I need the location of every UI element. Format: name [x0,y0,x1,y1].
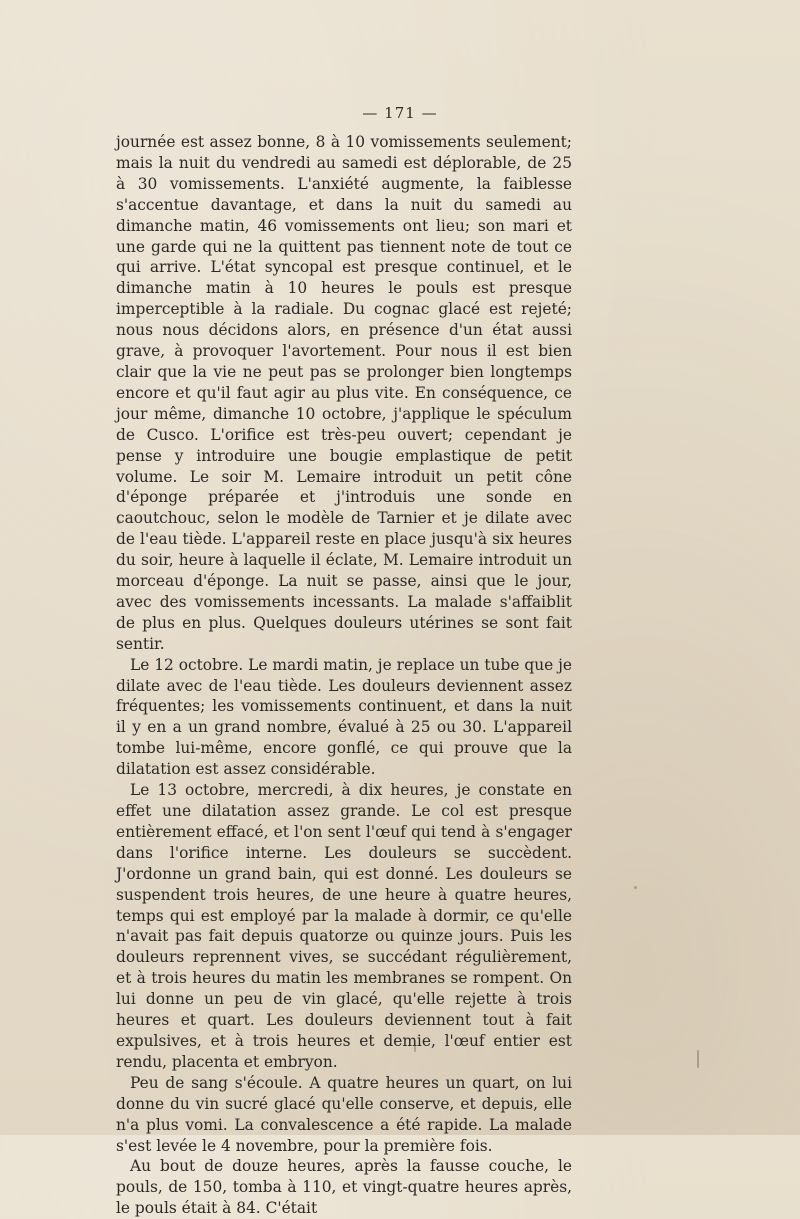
paper-speck [634,886,637,889]
paragraph-1: journée est assez bonne, 8 à 10 vomissements seulement; mais la nuit du vendredi au samedi est déplorable, de 25 à 30 vomissements. L'anxiété augmente, la faiblesse s'accentue davantage, et dans la nuit du samedi au dimanche matin, 46 vomissements ont lieu; son mari et une garde qui ne la quittent pas tiennent note de tout ce qui arrive. L'état syncopal est presque continuel, et le dimanche matin à 10 heures le pouls est presque imperceptible à la radiale. Du cognac glacé est rejeté; nous nous décidons alors, en présence d'un état aussi grave, à provoquer l'avortement. Pour nous il est bien clair que la vie ne peut pas se prolonger bien longtemps encore et qu'il faut agir au plus vite. En conséquence, ce jour même, dimanche 10 octobre, j'applique le spéculum de Cusco. L'orifice est très-peu ouvert; cependant je pense y introduire une bougie emplastique de petit volume. Le soir M. Lemaire introduit un petit cône d'éponge préparée et j'introduis une sonde en caoutchouc, selon le modèle de Tarnier et je dilate avec de l'eau tiède. L'appareil reste en place jusqu'à six heures du soir, heure à laquelle il éclate, M. Lemaire introduit un morceau d'éponge. La nuit se passe, ainsi que le jour, avec des vomissements incessants. La malade s'affaiblit de plus en plus. Quelques douleurs utérines se sont fait sentir. [116,133,572,653]
paper-speck [697,1050,699,1068]
body-text [116,132,572,1219]
paragraph-5: Au bout de douze heures, après la fausse couche, le pouls, de 150, tomba à 110, et vingt-quatre heures après, le pouls était à 84. C'était [116,1157,572,1218]
paragraph-2: Le 12 octobre. Le mardi matin, je replace un tube que je dilate avec de l'eau tiède. Les douleurs deviennent assez fréquentes; les vomissements continuent, et dans la nuit il y en a un grand nombre, évalué à 25 ou 30. L'appareil tombe lui-même, encore gonflé, ce qui prouve que la dilatation est assez considérable. [116,655,572,779]
paper-speck [414,1040,416,1052]
paragraph-3: Le 13 octobre, mercredi, à dix heures, je constate en effet une dilatation assez grande. Le col est presque entièrement effacé, et l'on sent l'œuf qui tend à s'engager dans l'orifice interne. Les douleurs se succèdent. J'ordonne un grand bain, qui est donné. Les douleurs se suspendent trois heures, de une heure à quatre heures, temps qui est employé par la malade à dormir, ce qu'elle n'avait pas fait depuis quatorze ou quinze jours. Puis les douleurs reprennent vives, se succédant régulièrement, et à trois heures du matin les membranes se rompent. On lui donne un peu de vin glacé, qu'elle rejette à trois heures et quart. Les douleurs deviennent tout à fait expulsives, et à trois heures et demie, l'œuf entier est rendu, placenta et embryon. [116,781,572,1071]
paragraph-4: Peu de sang s'écoule. A quatre heures un quart, on lui donne du vin sucré glacé qu'elle conserve, et depuis, elle n'a plus vomi. La convalescence a été rapide. La malade s'est levée le 4 novembre, pour la première fois. [116,1073,572,1155]
paper-speck [117,520,121,524]
page-number: — 171 — [362,104,438,122]
